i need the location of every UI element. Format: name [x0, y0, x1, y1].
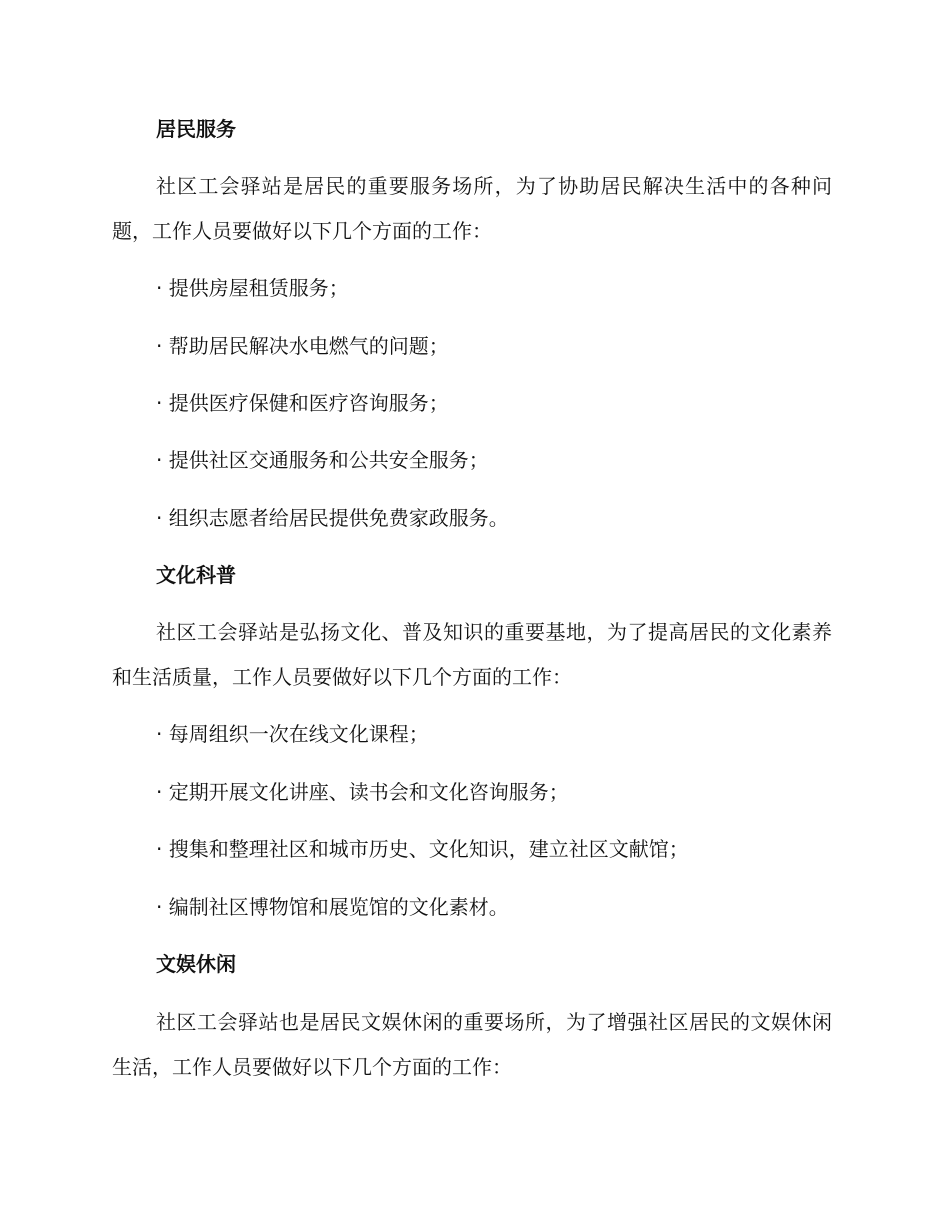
list-item: · 定期开展文化讲座、读书会和文化咨询服务； — [156, 780, 569, 804]
section-intro-paragraph: 社区工会驿站是弘扬文化、普及知识的重要基地，为了提高居民的文化素养和生活质量，工作人员要做好以下几个方面的工作： — [112, 620, 832, 689]
list-item: · 提供医疗保健和医疗咨询服务； — [156, 391, 449, 415]
section-heading: 居民服务 — [156, 117, 236, 141]
list-item: · 帮助居民解决水电燃气的问题； — [156, 334, 449, 358]
section-heading: 文化科普 — [156, 563, 236, 587]
list-item: · 编制社区博物馆和展览馆的文化素材。 — [156, 895, 509, 919]
list-item: · 提供房屋租赁服务； — [156, 276, 349, 300]
list-item: · 每周组织一次在线文化课程； — [156, 722, 429, 746]
section-heading: 文娱休闲 — [156, 952, 236, 976]
list-item: · 组织志愿者给居民提供免费家政服务。 — [156, 506, 509, 530]
section-intro-paragraph: 社区工会驿站是居民的重要服务场所，为了协助居民解决生活中的各种问题，工作人员要做好以下几个方面的工作： — [112, 174, 832, 243]
section-intro-paragraph: 社区工会驿站也是居民文娱休闲的重要场所，为了增强社区居民的文娱休闲生活，工作人员要做好以下几个方面的工作： — [112, 1010, 832, 1079]
list-item: · 搜集和整理社区和城市历史、文化知识，建立社区文献馆； — [156, 837, 689, 861]
list-item: · 提供社区交通服务和公共安全服务； — [156, 448, 489, 472]
